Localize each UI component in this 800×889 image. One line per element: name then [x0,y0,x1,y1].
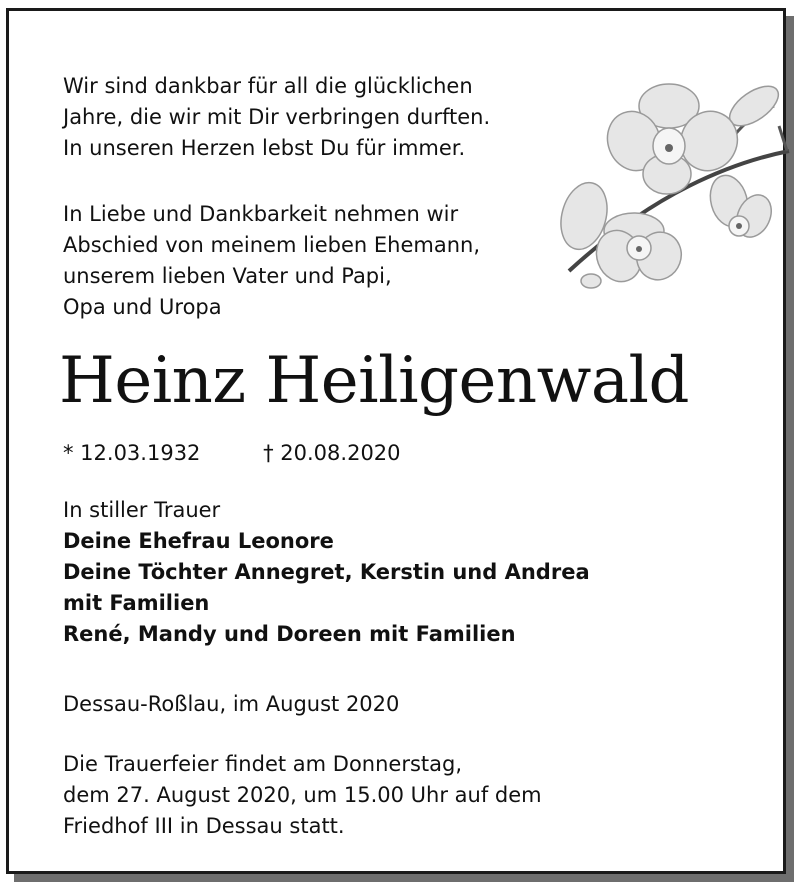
mourner-line: mit Familien [63,591,210,615]
farewell-text [63,199,480,323]
farewell-line: Abschied von meinem lieben Ehemann, [63,233,481,257]
birth-date: * 12.03.1932 [63,441,201,465]
life-dates [63,438,401,469]
mourners-section [63,495,590,650]
mourner-line: Deine Töchter Annegret, Kerstin und Andrea [63,560,590,584]
deceased-name: Heinz Heiligenwald [59,344,689,418]
mourner-line: René, Mandy und Doreen mit Familien [63,622,516,646]
place-date: Dessau-Roßlau, im August 2020 [63,692,400,716]
death-date: † 20.08.2020 [263,441,401,465]
mourning-intro: In stiller Trauer [63,498,221,522]
intro-line: In unseren Herzen lebst Du für immer. [63,136,466,160]
orchid-flower-image [549,66,794,306]
funeral-line: Die Trauerfeier findet am Donnerstag, [63,752,463,776]
intro-verse [63,71,490,164]
farewell-line: In Liebe und Dankbarkeit nehmen wir [63,202,459,226]
farewell-line: unserem lieben Vater und Papi, [63,264,392,288]
obituary-frame [6,8,786,874]
mourner-line: Deine Ehefrau Leonore [63,529,334,553]
funeral-line: Friedhof III in Dessau statt. [63,814,345,838]
intro-line: Jahre, die wir mit Dir verbringen durften. [63,105,491,129]
funeral-line: dem 27. August 2020, um 15.00 Uhr auf dem [63,783,542,807]
farewell-line: Opa und Uropa [63,295,222,319]
funeral-notice [63,749,542,842]
intro-line: Wir sind dankbar für all die glücklichen [63,74,473,98]
